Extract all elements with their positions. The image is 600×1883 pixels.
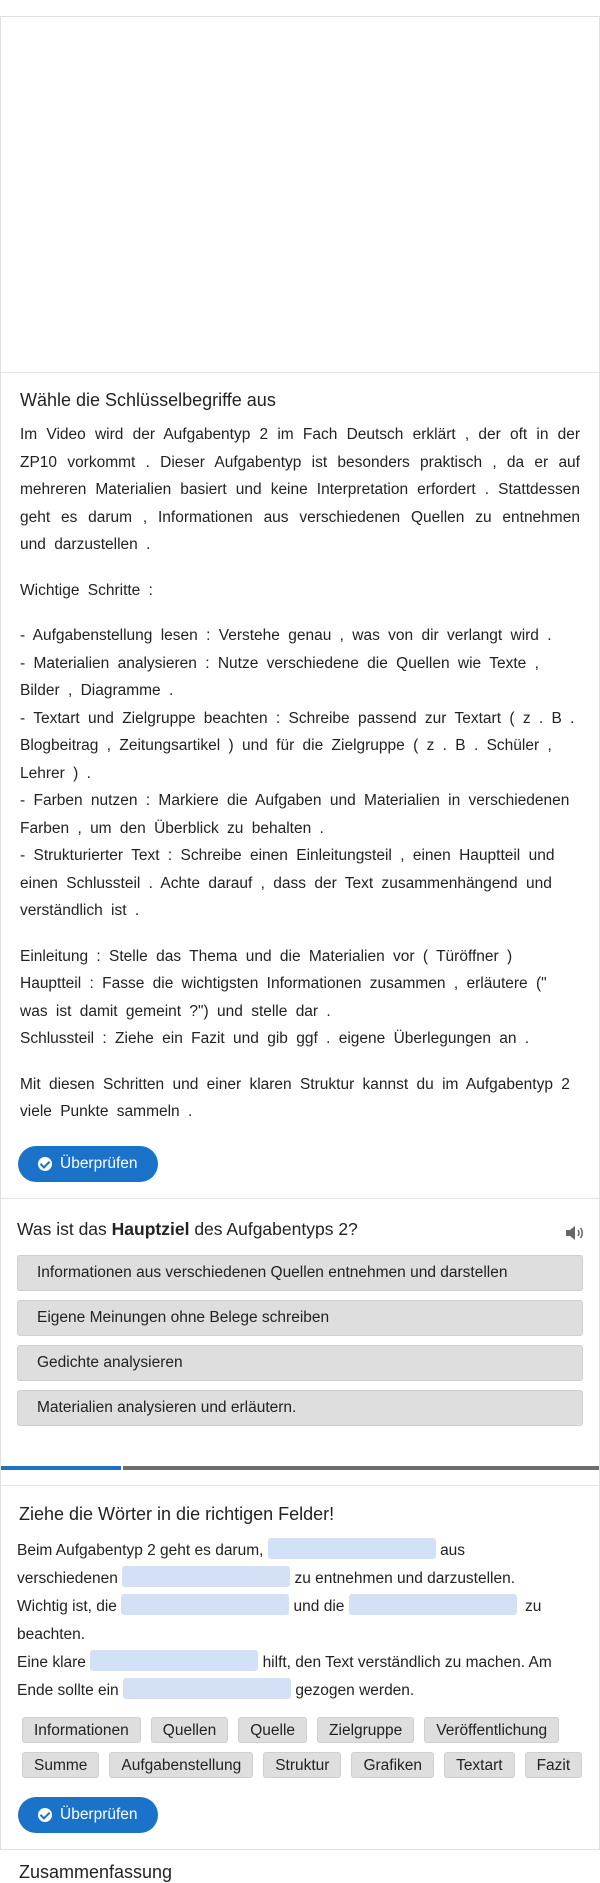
keyword-token[interactable]: - <box>20 792 26 809</box>
keyword-token[interactable]: Interpretation <box>316 481 409 498</box>
keyword-token[interactable]: Einleitungsteil <box>296 847 392 864</box>
drag-check-button[interactable] <box>18 1797 158 1833</box>
keyword-token[interactable]: . <box>570 709 575 727</box>
keyword-token[interactable]: und <box>172 1075 199 1093</box>
keyword-token[interactable]: : <box>102 1030 107 1047</box>
keyword-token[interactable]: Punkte <box>60 1103 109 1120</box>
keyword-token[interactable]: Informationen <box>157 508 253 526</box>
keyword-token[interactable]: erläutere <box>466 975 528 992</box>
keyword-token[interactable]: darzustellen <box>54 536 138 553</box>
keyword-token[interactable]: die <box>367 654 388 672</box>
keyword-token[interactable]: Mit <box>20 1075 41 1093</box>
keyword-token[interactable]: Quellen <box>396 654 450 672</box>
keyword-token[interactable]: Farben <box>33 792 83 809</box>
keyword-token[interactable]: entnehmen <box>502 508 580 526</box>
check-button-label: Überprüfen <box>60 1154 138 1172</box>
keyword-token[interactable]: Aufgabentyp <box>214 453 302 471</box>
keyword-token[interactable]: , <box>339 627 344 644</box>
keyword-token[interactable]: was <box>20 1002 48 1020</box>
quiz-option[interactable]: Eigene Meinungen ohne Belege schreiben <box>17 1300 583 1336</box>
keyword-token[interactable]: ist <box>111 902 127 919</box>
structure-line <box>20 943 580 971</box>
keyword-token[interactable]: du <box>416 1075 434 1093</box>
structure-line <box>20 1025 580 1053</box>
keyword-token[interactable]: damit <box>79 1002 118 1020</box>
keyword-token[interactable]: Schüler <box>486 737 540 754</box>
closing-paragraph <box>20 1071 580 1126</box>
keyword-token[interactable]: darum <box>88 508 133 526</box>
keyword-token[interactable]: ( <box>422 947 429 965</box>
keyword-token[interactable]: Stelle <box>109 947 148 965</box>
keyword-token[interactable]: Hauptteil <box>459 847 521 864</box>
keyword-token[interactable]: Quellen <box>410 508 465 526</box>
keyword-token[interactable]: Einleitung <box>20 947 89 965</box>
keyword-token[interactable]: , <box>400 847 405 864</box>
keyword-token[interactable]: Struktur <box>299 1075 355 1093</box>
keyword-token[interactable]: zusammen <box>369 975 446 992</box>
draggable-word[interactable]: Informationen <box>22 1717 141 1743</box>
keyword-token[interactable]: , <box>547 737 552 754</box>
keyword-token[interactable]: : <box>89 975 94 992</box>
keyword-token[interactable]: Thema <box>189 947 238 965</box>
draggable-word[interactable]: Quellen <box>151 1717 228 1743</box>
keyword-token[interactable]: Deutsch <box>346 426 404 443</box>
keyword-token[interactable]: Schreibe <box>288 709 350 727</box>
keyword-token[interactable]: Fazit <box>191 1030 225 1047</box>
keyword-token[interactable]: : <box>145 792 151 809</box>
keyword-token[interactable]: gemeint <box>125 1002 182 1020</box>
keyword-token[interactable]: einen <box>249 847 288 864</box>
quiz-section <box>1 1199 599 1486</box>
steps-heading <box>20 577 580 605</box>
keyword-token[interactable]: Text <box>344 874 374 892</box>
keyword-token[interactable]: analysieren <box>117 654 197 672</box>
keyword-token[interactable]: das <box>156 947 182 965</box>
keyword-token[interactable]: und <box>235 481 262 498</box>
keyword-token[interactable]: Materialien <box>95 481 172 498</box>
keyword-token[interactable]: Verstehe <box>218 627 280 644</box>
keyword-token[interactable]: geht <box>20 508 51 526</box>
keyword-token[interactable]: ) <box>507 947 513 965</box>
keyword-token[interactable]: ?") <box>189 1002 209 1020</box>
keyword-token[interactable]: für <box>276 737 295 754</box>
keyword-token[interactable]: Fasse <box>102 975 145 992</box>
keyword-token[interactable]: . <box>484 481 490 498</box>
keyword-token[interactable]: kannst <box>362 1075 409 1093</box>
keyword-token[interactable]: verschiedenen <box>299 508 401 526</box>
keyword-token[interactable]: . <box>134 902 140 919</box>
keyword-token[interactable]: Zielgruppe <box>331 737 405 754</box>
keyword-token[interactable]: der <box>557 426 581 443</box>
keyword-token[interactable]: darauf <box>208 874 253 892</box>
keyword-token[interactable]: verschiedene <box>266 654 359 672</box>
keyword-token[interactable]: Ziehe <box>115 1030 154 1047</box>
keyword-token[interactable]: die <box>302 737 324 754</box>
check-circle-icon <box>38 1808 52 1822</box>
keyword-token[interactable]: , <box>260 874 265 892</box>
keyword-token[interactable]: Aufgaben <box>255 792 322 809</box>
keyword-token[interactable]: Video <box>46 426 86 443</box>
keyword-token[interactable]: erfordert <box>417 481 476 498</box>
progress-fill <box>1 1466 121 1470</box>
drag-sentence-2: Wichtig ist, die und die zu beachten. <box>17 1593 583 1649</box>
keyword-token[interactable]: zur <box>424 709 447 727</box>
keyword-token[interactable]: , <box>534 654 539 672</box>
word-bank-row-1 <box>22 1717 583 1743</box>
keyword-token[interactable]: : <box>167 847 173 864</box>
keyword-token[interactable]: diesen <box>48 1075 95 1093</box>
keyword-token[interactable]: , <box>453 975 459 992</box>
quiz-option[interactable]: Gedichte analysieren <box>17 1345 583 1381</box>
keyword-token[interactable]: stelle <box>251 1002 288 1020</box>
word-bank <box>22 1717 583 1778</box>
keyword-token[interactable]: zu <box>227 819 244 837</box>
steps-list <box>20 622 580 925</box>
keyword-token[interactable]: im <box>277 426 294 443</box>
keyword-token[interactable]: Aufgabenstellung <box>32 627 153 644</box>
intro-paragraph <box>20 421 580 559</box>
keyword-token[interactable]: die <box>227 792 248 809</box>
quiz-option[interactable]: Materialien analysieren und erläutern. <box>17 1390 583 1426</box>
keyword-token[interactable]: und <box>233 1030 259 1047</box>
keyword-token[interactable]: z <box>426 737 435 754</box>
keyword-token[interactable]: Blogbeitrag <box>20 737 99 754</box>
keyword-token[interactable]: keine <box>270 481 308 498</box>
keyword-token[interactable]: an <box>499 1030 517 1047</box>
keyword-token[interactable]: Schritte <box>87 581 141 599</box>
keyword-text <box>20 421 580 1126</box>
quiz-option[interactable]: Informationen aus verschiedenen Quellen entnehmen und darstellen <box>17 1255 583 1291</box>
keyword-token[interactable]: , <box>464 426 470 443</box>
draggable-word[interactable]: Veröffentlichung <box>424 1717 559 1743</box>
draggable-word[interactable]: Textart <box>444 1752 515 1778</box>
check-button-label: Überprüfen <box>60 1805 138 1823</box>
keyword-token[interactable]: Markiere <box>158 792 219 809</box>
keyword-token[interactable]: Schlussteil <box>20 1030 95 1047</box>
drag-task-title: Ziehe die Wörter in die richtigen Felder! <box>19 1503 335 1524</box>
keyword-token[interactable]: da <box>506 453 525 471</box>
keyword-token[interactable]: genau <box>288 627 332 644</box>
keyword-token[interactable]: . <box>146 536 151 553</box>
keyword-token[interactable]: vorkommt <box>67 453 136 471</box>
next-section-title: Zusammenfassung <box>19 1862 173 1882</box>
drop-slot-1[interactable] <box>268 1538 436 1559</box>
keyword-token[interactable]: auf <box>558 453 580 471</box>
keyword-token[interactable]: und <box>525 874 552 892</box>
keyword-token[interactable]: behalten <box>251 819 312 837</box>
keyword-token[interactable]: . <box>169 682 174 699</box>
keyword-token[interactable]: oft <box>509 426 528 443</box>
keyword-token[interactable]: , <box>492 453 497 471</box>
keyword-token[interactable]: . <box>547 627 552 644</box>
structure-line <box>20 970 580 1025</box>
keyword-token[interactable]: verschiedenen <box>468 792 570 809</box>
draggable-word[interactable]: Quelle <box>238 1717 307 1743</box>
keyword-token[interactable]: : <box>206 627 211 644</box>
keyword-token[interactable]: Materialien <box>308 947 385 965</box>
keyword-token[interactable]: um <box>90 819 112 837</box>
keyword-token[interactable]: Stattdessen <box>498 481 580 498</box>
step-line <box>20 650 580 705</box>
keyword-token[interactable]: . <box>473 737 479 754</box>
keyword-token[interactable]: und <box>528 847 555 864</box>
drag-task <box>1 1486 599 1849</box>
keyword-token[interactable]: ein <box>162 1030 183 1047</box>
keyword-token[interactable]: dar <box>295 1002 319 1020</box>
keyword-token[interactable]: wie <box>457 654 482 672</box>
keyword-task <box>1 373 599 1199</box>
keyword-token[interactable]: wichtigsten <box>181 975 259 992</box>
keyword-token[interactable]: - <box>20 847 26 864</box>
keyword-token[interactable]: ist <box>311 453 328 471</box>
drop-slot-2[interactable] <box>122 1566 290 1587</box>
keyword-token[interactable]: (" <box>536 975 547 992</box>
keyword-token[interactable]: Textart <box>33 709 80 727</box>
check-button[interactable] <box>18 1146 158 1182</box>
keyword-token[interactable]: und <box>217 1002 243 1020</box>
keyword-token[interactable]: gib <box>267 1030 288 1047</box>
keyword-token[interactable]: verlangt <box>447 627 503 644</box>
keyword-token[interactable]: Hauptteil <box>20 975 82 992</box>
video-player-area[interactable] <box>1 17 599 373</box>
content-frame <box>0 16 600 1850</box>
draggable-word[interactable]: Grafiken <box>351 1752 434 1778</box>
keyword-token[interactable]: Informationen <box>266 975 362 992</box>
keyword-token[interactable]: Strukturierter <box>33 847 124 864</box>
keyword-token[interactable]: vor <box>393 947 415 965</box>
keyword-token[interactable]: Nutze <box>217 654 259 672</box>
draggable-word[interactable]: Aufgabenstellung <box>109 1752 253 1778</box>
keyword-token[interactable]: , <box>77 819 82 837</box>
keyword-token[interactable]: zusammenhängend <box>381 874 518 892</box>
keyword-token[interactable]: aus <box>263 508 289 526</box>
keyword-token[interactable]: B <box>455 737 466 754</box>
keyword-task-title: Wähle die Schlüsselbegriffe aus <box>20 390 276 410</box>
keyword-token[interactable]: was <box>352 627 380 644</box>
keyword-token[interactable]: . <box>524 1030 530 1047</box>
keyword-token[interactable]: und <box>20 536 46 553</box>
keyword-token[interactable]: Texte <box>489 654 527 672</box>
keyword-token[interactable]: Im <box>20 426 38 443</box>
keyword-token[interactable]: der <box>314 874 337 892</box>
keyword-token[interactable]: . <box>319 819 324 837</box>
keyword-token[interactable]: Schreibe <box>180 847 242 864</box>
keyword-token[interactable]: ZP10 <box>20 453 58 471</box>
draggable-word[interactable]: Fazit <box>525 1752 583 1778</box>
keyword-token[interactable]: , <box>67 682 73 699</box>
keyword-token[interactable]: zu <box>475 508 492 526</box>
keyword-token[interactable]: z <box>522 709 531 727</box>
keyword-token[interactable]: dir <box>421 627 439 644</box>
keyword-token[interactable]: praktisch <box>420 453 483 471</box>
quiz-question: Was ist das Hauptziel des Aufgabentyps 2? <box>17 1218 358 1239</box>
keyword-token[interactable]: Farben <box>20 819 70 837</box>
keyword-token[interactable]: lesen <box>160 627 198 644</box>
keyword-token[interactable]: erklärt <box>412 426 456 443</box>
keyword-token[interactable]: . <box>86 764 91 782</box>
keyword-token[interactable]: Diagramme <box>80 682 161 699</box>
keyword-token[interactable]: in <box>448 792 461 809</box>
keyword-token[interactable]: viele <box>20 1103 52 1120</box>
check-circle-icon <box>38 1157 52 1171</box>
keyword-token[interactable]: einen <box>412 847 451 864</box>
keyword-token[interactable]: : <box>96 947 101 965</box>
keyword-token[interactable]: . <box>145 453 150 471</box>
keyword-token[interactable]: Text <box>131 847 160 864</box>
word-bank-row-2 <box>22 1752 583 1778</box>
keyword-token[interactable]: in <box>536 426 549 443</box>
keyword-token[interactable]: ) <box>73 764 79 782</box>
quiz-progress-bar <box>1 1466 599 1471</box>
keyword-token[interactable]: der <box>132 426 155 443</box>
keyword-token[interactable]: und <box>241 737 268 754</box>
step-line <box>20 622 580 650</box>
drop-slot-4[interactable] <box>349 1594 517 1615</box>
keyword-token[interactable]: Achte <box>160 874 201 892</box>
keyword-token[interactable]: passend <box>358 709 417 727</box>
keyword-token[interactable]: dass <box>273 874 307 892</box>
draggable-word[interactable]: Struktur <box>263 1752 341 1778</box>
keyword-token[interactable]: Türöffner <box>436 947 499 965</box>
keyword-token[interactable]: einen <box>20 874 58 892</box>
keyword-token[interactable]: Überblick <box>154 819 219 837</box>
keyword-token[interactable]: - <box>20 709 26 727</box>
keyword-token[interactable]: klaren <box>249 1075 292 1093</box>
keyword-token[interactable]: Textart <box>454 709 502 727</box>
keyword-token[interactable]: : <box>275 709 281 727</box>
keyword-token[interactable]: - <box>20 654 26 672</box>
keyword-token[interactable]: besonders <box>337 453 410 471</box>
drag-sentence-3: Eine klare hilft, den Text verständlich zu machen. Am Ende sollte ein gezogen werden. <box>17 1649 583 1705</box>
keyword-token[interactable]: Schlussteil <box>66 874 141 892</box>
keyword-token[interactable]: mehreren <box>20 481 87 498</box>
keyword-token[interactable]: Aufgabentyp <box>465 1075 553 1093</box>
keyword-token[interactable]: und <box>329 792 356 809</box>
keyword-token[interactable]: wird <box>94 426 124 443</box>
keyword-token[interactable]: Überlegungen <box>393 1030 491 1047</box>
keyword-token[interactable]: basiert <box>180 481 227 498</box>
step-line <box>20 787 580 842</box>
draggable-word[interactable]: Zielgruppe <box>317 1717 414 1743</box>
keyword-token[interactable]: B <box>551 709 562 727</box>
speaker-icon[interactable] <box>565 1225 585 1241</box>
keyword-token[interactable]: und <box>245 947 272 965</box>
structure-list <box>20 943 580 1053</box>
keyword-token[interactable]: ggf <box>296 1030 318 1047</box>
progress-remaining <box>123 1466 599 1470</box>
keyword-token[interactable]: den <box>119 819 146 837</box>
quiz-options <box>17 1255 583 1426</box>
drag-sentence-1: Beim Aufgabentyp 2 geht es darum, aus verschiedenen zu entnehmen und darzustellen. <box>17 1537 583 1593</box>
keyword-token[interactable]: verständlich <box>20 902 103 919</box>
keyword-token[interactable]: ) <box>228 737 234 754</box>
keyword-token[interactable]: Materialien <box>33 654 110 672</box>
keyword-token[interactable]: er <box>534 453 549 471</box>
keyword-token[interactable]: . <box>326 1002 331 1020</box>
keyword-token[interactable]: . <box>326 1030 331 1047</box>
draggable-word[interactable]: Summe <box>22 1752 99 1778</box>
keyword-token[interactable]: eigene <box>338 1030 386 1047</box>
keyword-token[interactable]: ( <box>413 737 419 754</box>
keyword-token[interactable]: Dieser <box>160 453 205 471</box>
keyword-token[interactable]: die <box>279 947 301 965</box>
keyword-token[interactable]: . <box>187 1103 193 1120</box>
drop-slot-3[interactable] <box>121 1594 289 1615</box>
keyword-token[interactable]: beachten <box>203 709 268 727</box>
keyword-token[interactable]: es <box>60 508 78 526</box>
keyword-token[interactable]: und <box>88 709 114 727</box>
keyword-token[interactable]: - <box>20 627 26 644</box>
keyword-token[interactable]: Bilder <box>20 682 60 699</box>
keyword-token[interactable]: . <box>148 874 153 892</box>
keyword-token[interactable]: Schritten <box>102 1075 165 1093</box>
keyword-token[interactable]: : <box>205 654 210 672</box>
keyword-token[interactable]: , <box>106 737 112 754</box>
keyword-token[interactable]: Zielgruppe <box>122 709 196 727</box>
keyword-token[interactable]: Lehrer <box>20 764 65 782</box>
step-line <box>20 842 580 925</box>
drop-slot-5[interactable] <box>90 1650 258 1671</box>
step-line <box>20 705 580 788</box>
keyword-token[interactable]: Zeitungsartikel <box>119 737 221 754</box>
keyword-token[interactable]: Aufgabentyp <box>163 426 251 443</box>
keyword-token[interactable]: Wichtige <box>20 581 80 599</box>
keyword-token[interactable]: die <box>152 975 174 992</box>
keyword-token[interactable]: , <box>142 508 148 526</box>
keyword-token[interactable]: einer <box>206 1075 242 1093</box>
keyword-token[interactable]: im <box>442 1075 459 1093</box>
keyword-token[interactable]: von <box>388 627 414 644</box>
keyword-token[interactable]: 2 <box>561 1075 570 1093</box>
drop-slot-6[interactable] <box>123 1678 291 1699</box>
keyword-token[interactable]: . <box>538 709 544 727</box>
keyword-token[interactable]: nutzen <box>90 792 138 809</box>
keyword-token[interactable]: wird <box>510 627 539 644</box>
keyword-token[interactable]: 2 <box>259 426 269 443</box>
keyword-token[interactable]: Fach <box>302 426 338 443</box>
keyword-token[interactable]: : <box>148 581 153 599</box>
keyword-token[interactable]: der <box>478 426 501 443</box>
keyword-token[interactable]: ( <box>509 709 515 727</box>
keyword-token[interactable]: Materialien <box>364 792 440 809</box>
keyword-token[interactable]: . <box>442 737 447 754</box>
keyword-token[interactable]: sammeln <box>116 1103 180 1120</box>
keyword-token[interactable]: ist <box>55 1002 72 1020</box>
